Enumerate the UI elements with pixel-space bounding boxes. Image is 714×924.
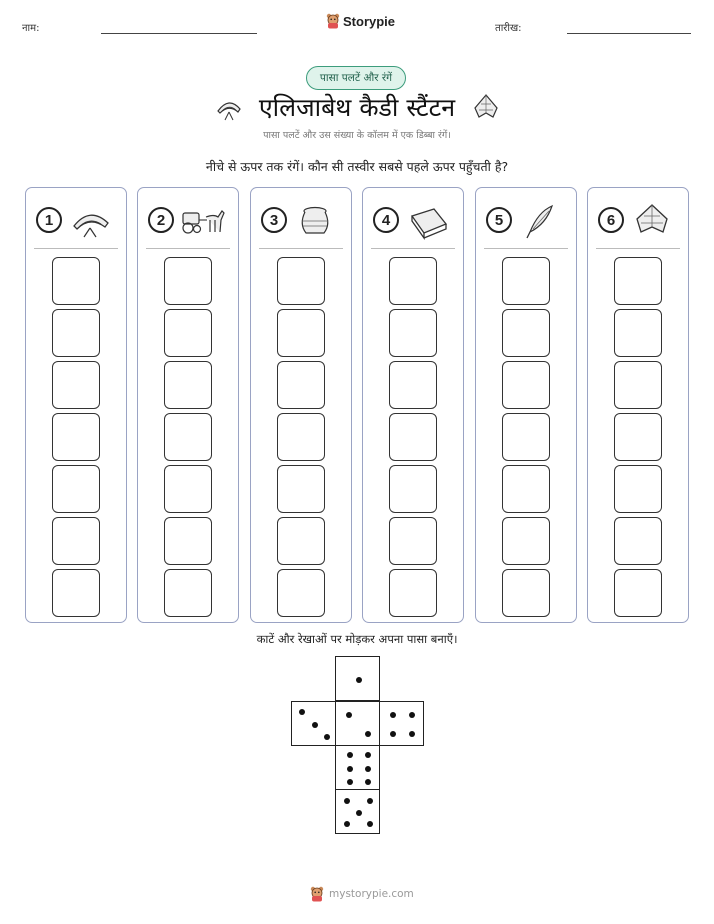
color-box[interactable]: [277, 413, 325, 461]
column-divider: [371, 248, 455, 249]
color-box[interactable]: [502, 257, 550, 305]
column-divider: [259, 248, 343, 249]
color-box[interactable]: [389, 569, 437, 617]
color-box[interactable]: [502, 361, 550, 409]
shawl-icon: [630, 202, 676, 240]
dice-pip: [409, 712, 415, 718]
dice-pip: [299, 709, 305, 715]
dice-pip: [365, 731, 371, 737]
name-line[interactable]: [101, 33, 257, 34]
column-number: 2: [148, 207, 174, 233]
color-box[interactable]: [52, 517, 100, 565]
column-4: [362, 187, 464, 623]
column-header: [261, 202, 345, 238]
dice-face-3: [291, 701, 336, 746]
column-number: 3: [261, 207, 287, 233]
column-number: 4: [373, 207, 399, 233]
dice-pip: [347, 752, 353, 758]
color-box[interactable]: [614, 465, 662, 513]
column-header: [486, 202, 570, 238]
column-2: [137, 187, 239, 623]
dice-pip: [367, 798, 373, 804]
dice-pip: [347, 779, 353, 785]
color-box[interactable]: [614, 517, 662, 565]
bear-icon: [326, 13, 340, 29]
dice-pip: [390, 731, 396, 737]
color-box[interactable]: [277, 517, 325, 565]
color-box[interactable]: [277, 309, 325, 357]
pot-icon: [293, 202, 339, 240]
column-6: [587, 187, 689, 623]
cut-instruction: काटें और रेखाओं पर मोड़कर अपना पासा बनाएँ।: [256, 632, 458, 646]
color-box[interactable]: [164, 309, 212, 357]
dice-pip: [344, 798, 350, 804]
color-box[interactable]: [614, 257, 662, 305]
color-box[interactable]: [389, 465, 437, 513]
column-divider: [596, 248, 680, 249]
quill-icon: [518, 202, 564, 240]
color-box[interactable]: [164, 569, 212, 617]
column-1: [25, 187, 127, 623]
instruction: नीचे से ऊपर तक रंगें। कौन सी तस्वीर सबसे पहले ऊपर पहुँचती है?: [205, 159, 509, 174]
dice-pip: [409, 731, 415, 737]
color-box[interactable]: [164, 361, 212, 409]
name-label: नाम:: [22, 23, 40, 34]
color-box[interactable]: [164, 465, 212, 513]
column-3: [250, 187, 352, 623]
color-box[interactable]: [614, 413, 662, 461]
dice-face-4: [379, 701, 424, 746]
color-box[interactable]: [277, 569, 325, 617]
date-line[interactable]: [567, 33, 691, 34]
dice-pip: [367, 821, 373, 827]
color-box[interactable]: [389, 309, 437, 357]
color-box[interactable]: [52, 309, 100, 357]
horse-carriage-icon: [180, 202, 226, 240]
color-box[interactable]: [502, 413, 550, 461]
dice-pip: [390, 712, 396, 718]
dice-pip: [365, 779, 371, 785]
dice-face-6: [335, 745, 380, 790]
dice-face-1: [335, 656, 380, 701]
color-box[interactable]: [614, 569, 662, 617]
dice-pip: [356, 810, 362, 816]
activity-tag: पासा पलटें और रंगें: [306, 66, 406, 90]
color-box[interactable]: [164, 413, 212, 461]
column-number: 5: [486, 207, 512, 233]
column-number: 6: [598, 207, 624, 233]
color-box[interactable]: [389, 517, 437, 565]
page-subtitle: पासा पलटें और उस संख्या के कॉलम में एक डिब्बा रंगें।: [263, 130, 451, 141]
column-header: [373, 202, 457, 238]
color-box[interactable]: [389, 413, 437, 461]
date-label: तारीख:: [495, 23, 522, 34]
brand-name: Storypie: [343, 13, 396, 29]
brand-logo: [326, 13, 395, 29]
color-box[interactable]: [389, 361, 437, 409]
column-divider: [146, 248, 230, 249]
color-box[interactable]: [164, 257, 212, 305]
bonnet-icon: [68, 202, 114, 240]
dice-pip: [346, 712, 352, 718]
dice-face-2: [335, 701, 380, 746]
column-divider: [34, 248, 118, 249]
dice-pip: [347, 766, 353, 772]
footer: [309, 886, 414, 902]
color-box[interactable]: [52, 361, 100, 409]
color-box[interactable]: [277, 361, 325, 409]
color-box[interactable]: [502, 465, 550, 513]
color-box[interactable]: [389, 257, 437, 305]
color-box[interactable]: [52, 569, 100, 617]
color-box[interactable]: [502, 517, 550, 565]
color-box[interactable]: [277, 465, 325, 513]
bear-icon: [309, 886, 325, 902]
color-box[interactable]: [614, 361, 662, 409]
column-5: [475, 187, 577, 623]
color-box[interactable]: [502, 569, 550, 617]
color-box[interactable]: [52, 257, 100, 305]
column-header: [36, 202, 120, 238]
column-divider: [484, 248, 568, 249]
column-number: 1: [36, 207, 62, 233]
color-box[interactable]: [502, 309, 550, 357]
color-box[interactable]: [614, 309, 662, 357]
dice-pip: [344, 821, 350, 827]
footer-url: mystorypie.com: [329, 888, 414, 900]
color-box[interactable]: [52, 413, 100, 461]
color-box[interactable]: [164, 517, 212, 565]
color-box[interactable]: [277, 257, 325, 305]
dice-pip: [324, 734, 330, 740]
color-box[interactable]: [52, 465, 100, 513]
shawl-icon: [470, 92, 502, 122]
dice-pip: [365, 752, 371, 758]
dice-pip: [356, 677, 362, 683]
dice-face-5: [335, 789, 380, 834]
dice-pip: [365, 766, 371, 772]
column-header: [148, 202, 232, 238]
page-title: एलिजाबेथ कैडी स्टैंटन: [258, 93, 456, 122]
dice-pip: [312, 722, 318, 728]
column-header: [598, 202, 682, 238]
book-icon: [405, 202, 451, 240]
